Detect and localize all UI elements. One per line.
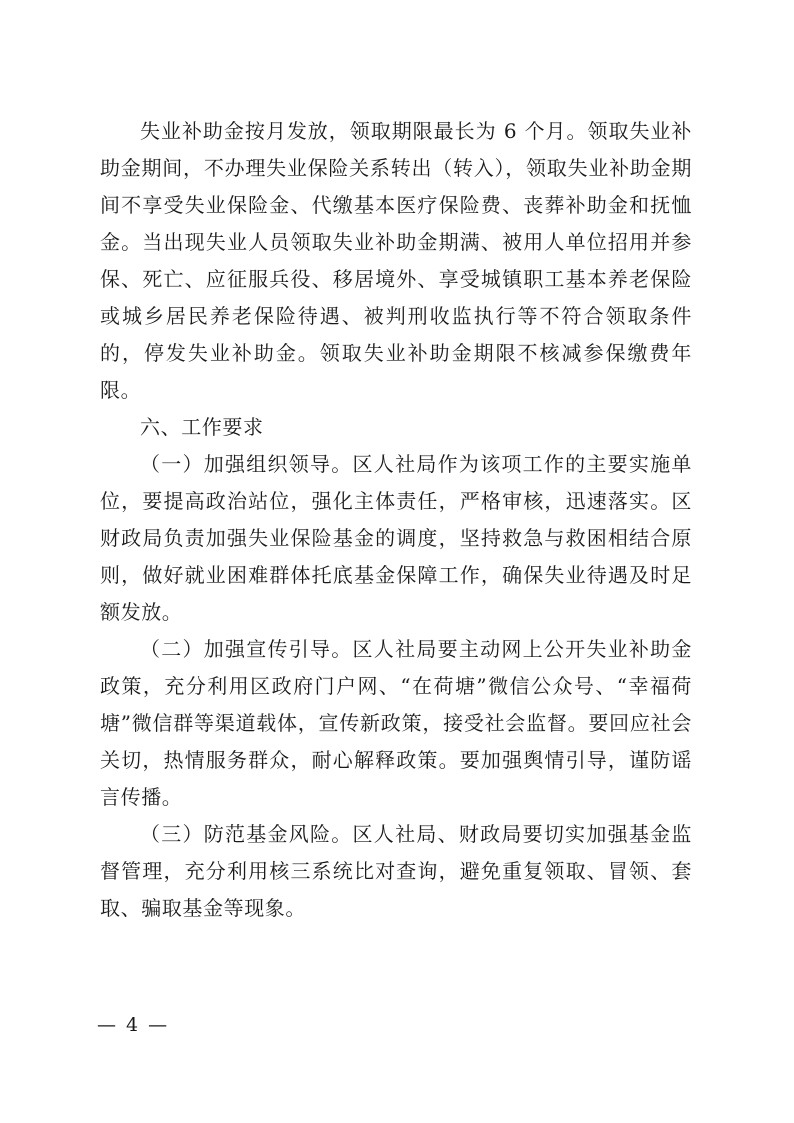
document-body	[100, 113, 692, 927]
paragraph-fund-risk: （三）防范基金风险。区人社局、财政局要切实加强基金监督管理，充分利用核三系统比对查询，避免重复领取、冒领、套取、骗取基金等现象。	[100, 822, 692, 920]
paragraph-unemployment-subsidy: 失业补助金按月发放，领取期限最长为 6 个月。领取失业补助金期间，不办理失业保险关系转出（转入），领取失业补助金期间不享受失业保险金、代缴基本医疗保险费、丧葬补助金和抚恤金。当出现失业人员领取失业补助金期满、被用人单位招用并参保、死亡、应征服兵役、移居境外、享受城镇职工基本养老保险或城乡居民养老保险待遇、被判刑收监执行等不符合领取条件的，停发失业补助金。领取失业补助金期限不核减参保缴费年限。	[100, 119, 692, 402]
section-heading-work-requirements: 六、工作要求	[140, 415, 264, 439]
paragraph-organization-leadership: （一）加强组织领导。区人社局作为该项工作的主要实施单位，要提高政治站位，强化主体责任，严格审核，迅速落实。区财政局负责加强失业保险基金的调度，坚持救急与救困相结合原则，做好就业困难群体托底基金保障工作，确保失业待遇及时足额发放。	[100, 452, 692, 624]
page-number: — 4 —	[97, 1014, 170, 1036]
paragraph-publicity-guidance: （二）加强宣传引导。区人社局要主动网上公开失业补助金政策，充分利用区政府门户网、“在荷塘”微信公众号、“幸福荷塘”微信群等渠道载体，宣传新政策，接受社会监督。要回应社会关切，热情服务群众，耐心解释政策。要加强舆情引导，谨防谣言传播。	[100, 637, 692, 809]
